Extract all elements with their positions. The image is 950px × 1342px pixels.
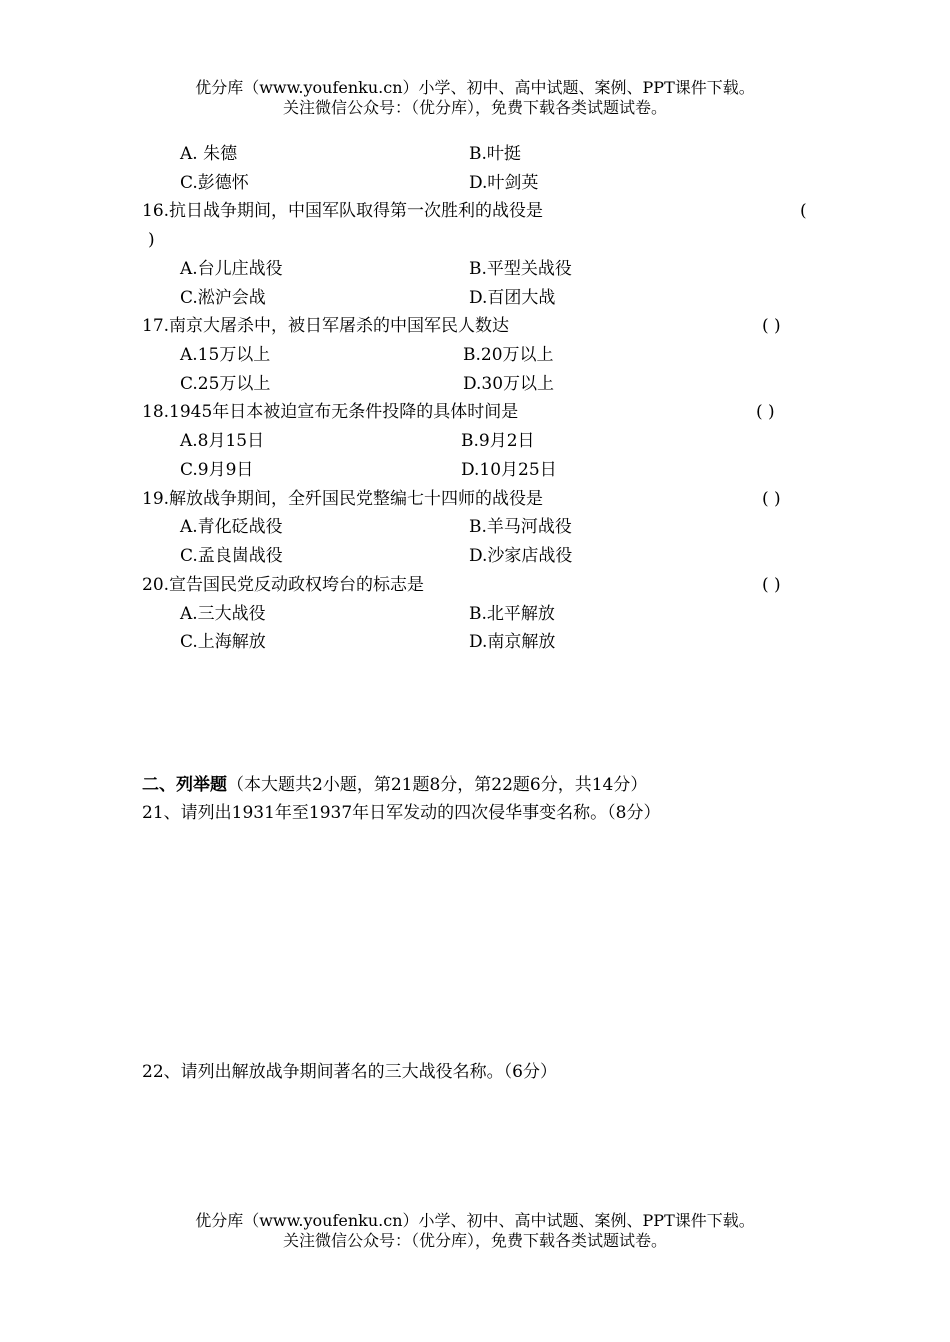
q18-option-c: C.9月9日 <box>180 460 254 480</box>
section-2-title: 二、列举题 <box>142 775 227 795</box>
q22-text: 22、请列出解放战争期间著名的三大战役名称。（6分） <box>142 1062 557 1082</box>
q20-option-d: D.南京解放 <box>469 632 556 652</box>
q19-option-b: B.羊马河战役 <box>469 517 572 537</box>
footer-line-1: 优分库（www.youfenku.cn）小学、初中、高中试题、案例、PPT课件下载。 <box>195 1211 755 1230</box>
footer-line-2: 关注微信公众号：（优分库），免费下载各类试题试卷。 <box>282 1231 667 1250</box>
q16-option-b: B.平型关战役 <box>469 259 572 279</box>
q17-answer-paren: ( ) <box>762 316 781 336</box>
q20-option-a: A.三大战役 <box>180 604 266 624</box>
q19-option-a: A.青化砭战役 <box>180 517 283 537</box>
q19-option-c: C.孟良崮战役 <box>180 546 283 566</box>
q17-option-d: D.30万以上 <box>463 374 555 394</box>
q16-paren-open: ( <box>800 201 807 221</box>
q18-option-a: A.8月15日 <box>180 431 265 451</box>
q17-option-b: B.20万以上 <box>463 345 554 365</box>
header-line-1: 优分库（www.youfenku.cn）小学、初中、高中试题、案例、PPT课件下载。 <box>195 78 755 97</box>
q19-option-d: D.沙家店战役 <box>469 546 573 566</box>
q20-option-b: B.北平解放 <box>469 604 555 624</box>
q16-paren-close: ) <box>148 230 155 250</box>
q18-option-d: D.10月25日 <box>461 460 557 480</box>
q16-option-a: A.台儿庄战役 <box>180 259 283 279</box>
q18-text: 18.1945年日本被迫宣布无条件投降的具体时间是 <box>142 402 519 422</box>
q20-answer-paren: ( ) <box>762 575 781 595</box>
q19-answer-paren: ( ) <box>762 489 781 509</box>
q16-option-d: D.百团大战 <box>469 288 556 308</box>
q18-answer-paren: ( ) <box>756 402 775 422</box>
q17-text: 17.南京大屠杀中，被日军屠杀的中国军民人数达 <box>142 316 510 336</box>
q15-option-a: A. 朱德 <box>180 144 238 164</box>
q20-text: 20.宣告国民党反动政权垮台的标志是 <box>142 575 425 595</box>
q18-option-b: B.9月2日 <box>461 431 535 451</box>
q16-option-c: C.淞沪会战 <box>180 288 266 308</box>
q15-option-c: C.彭德怀 <box>180 173 249 193</box>
q15-option-b: B.叶挺 <box>469 144 521 164</box>
q17-option-a: A.15万以上 <box>180 345 271 365</box>
q17-option-c: C.25万以上 <box>180 374 271 394</box>
section-2-heading <box>142 774 647 796</box>
q15-option-d: D.叶剑英 <box>469 173 539 193</box>
q19-text: 19.解放战争期间，全歼国民党整编七十四师的战役是 <box>142 489 544 509</box>
section-2-note: （本大题共2小题，第21题8分，第22题6分，共14分） <box>227 775 648 795</box>
q21-text: 21、请列出1931年至1937年日军发动的四次侵华事变名称。（8分） <box>142 803 661 823</box>
q20-option-c: C.上海解放 <box>180 632 266 652</box>
q16-text: 16.抗日战争期间，中国军队取得第一次胜利的战役是 <box>142 201 544 221</box>
header-line-2: 关注微信公众号：（优分库），免费下载各类试题试卷。 <box>282 98 667 117</box>
